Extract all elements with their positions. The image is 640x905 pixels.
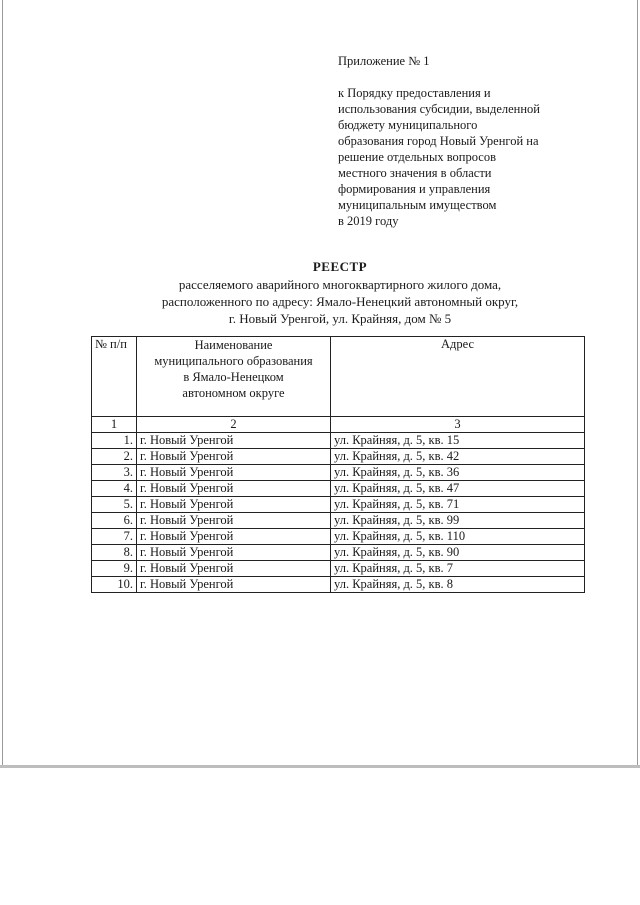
appendix-block [338,53,608,229]
table-row [92,577,585,593]
row-municipality: г. Новый Уренгой [137,561,331,577]
registry-subtitle-line: г. Новый Уренгой, ул. Крайняя, дом № 5 [228,311,452,326]
row-address: ул. Крайняя, д. 5, кв. 71 [331,497,585,513]
row-number: 9. [92,561,137,577]
table-row [92,513,585,529]
appendix-line: местного значения в области [338,166,492,180]
row-municipality: г. Новый Уренгой [137,481,331,497]
row-municipality: г. Новый Уренгой [137,545,331,561]
page-edge-left [2,0,3,768]
appendix-line: образования город Новый Уренгой на [338,134,539,148]
appendix-line: решение отдельных вопросов [338,150,496,164]
table-row [92,529,585,545]
column-index: 1 [92,417,137,433]
header-address: Адрес [331,337,585,417]
row-municipality: г. Новый Уренгой [137,449,331,465]
registry-title: РЕЕСТР [312,259,368,274]
appendix-line: в 2019 году [338,214,399,228]
row-municipality: г. Новый Уренгой [137,529,331,545]
registry-header [90,258,590,327]
appendix-line: использования субсидии, выделенной [338,102,540,116]
row-number: 8. [92,545,137,561]
row-municipality: г. Новый Уренгой [137,497,331,513]
header-name-line: автономном округе [182,386,285,400]
page-edge-bottom [0,765,640,768]
appendix-line: бюджету муниципального [338,118,478,132]
table-header-row [92,337,585,417]
row-address: ул. Крайняя, д. 5, кв. 99 [331,513,585,529]
row-number: 7. [92,529,137,545]
table-row [92,481,585,497]
appendix-line: к Порядку предоставления и [338,86,491,100]
column-index: 2 [137,417,331,433]
row-address: ул. Крайняя, д. 5, кв. 90 [331,545,585,561]
row-number: 5. [92,497,137,513]
appendix-line: формирования и управления [338,182,491,196]
row-number: 6. [92,513,137,529]
table-row [92,561,585,577]
row-address: ул. Крайняя, д. 5, кв. 7 [331,561,585,577]
header-name-line: Наименование [194,338,273,352]
row-municipality: г. Новый Уренгой [137,513,331,529]
row-municipality: г. Новый Уренгой [137,577,331,593]
page-edge-right [637,0,638,768]
row-address: ул. Крайняя, д. 5, кв. 8 [331,577,585,593]
header-name [137,337,331,417]
row-number: 2. [92,449,137,465]
registry-subtitle-line: расположенного по адресу: Ямало-Ненецкий автономный округ, [161,294,519,309]
registry-table [91,336,585,593]
row-address: ул. Крайняя, д. 5, кв. 47 [331,481,585,497]
header-number: № п/п [92,337,137,417]
header-name-line: муниципального образования [154,354,313,368]
table-row [92,497,585,513]
row-address: ул. Крайняя, д. 5, кв. 15 [331,433,585,449]
row-address: ул. Крайняя, д. 5, кв. 110 [331,529,585,545]
row-address: ул. Крайняя, д. 5, кв. 36 [331,465,585,481]
appendix-title: Приложение № 1 [338,54,430,68]
row-number: 4. [92,481,137,497]
appendix-line: муниципальным имуществом [338,198,497,212]
table-row [92,449,585,465]
table-row [92,545,585,561]
row-number: 3. [92,465,137,481]
table-row [92,465,585,481]
header-name-line: в Ямало-Ненецком [183,370,284,384]
row-number: 1. [92,433,137,449]
row-address: ул. Крайняя, д. 5, кв. 42 [331,449,585,465]
column-index: 3 [331,417,585,433]
column-index-row [92,417,585,433]
row-municipality: г. Новый Уренгой [137,465,331,481]
row-number: 10. [92,577,137,593]
registry-subtitle-line: расселяемого аварийного многоквартирного жилого дома, [178,277,502,292]
table-row [92,433,585,449]
row-municipality: г. Новый Уренгой [137,433,331,449]
